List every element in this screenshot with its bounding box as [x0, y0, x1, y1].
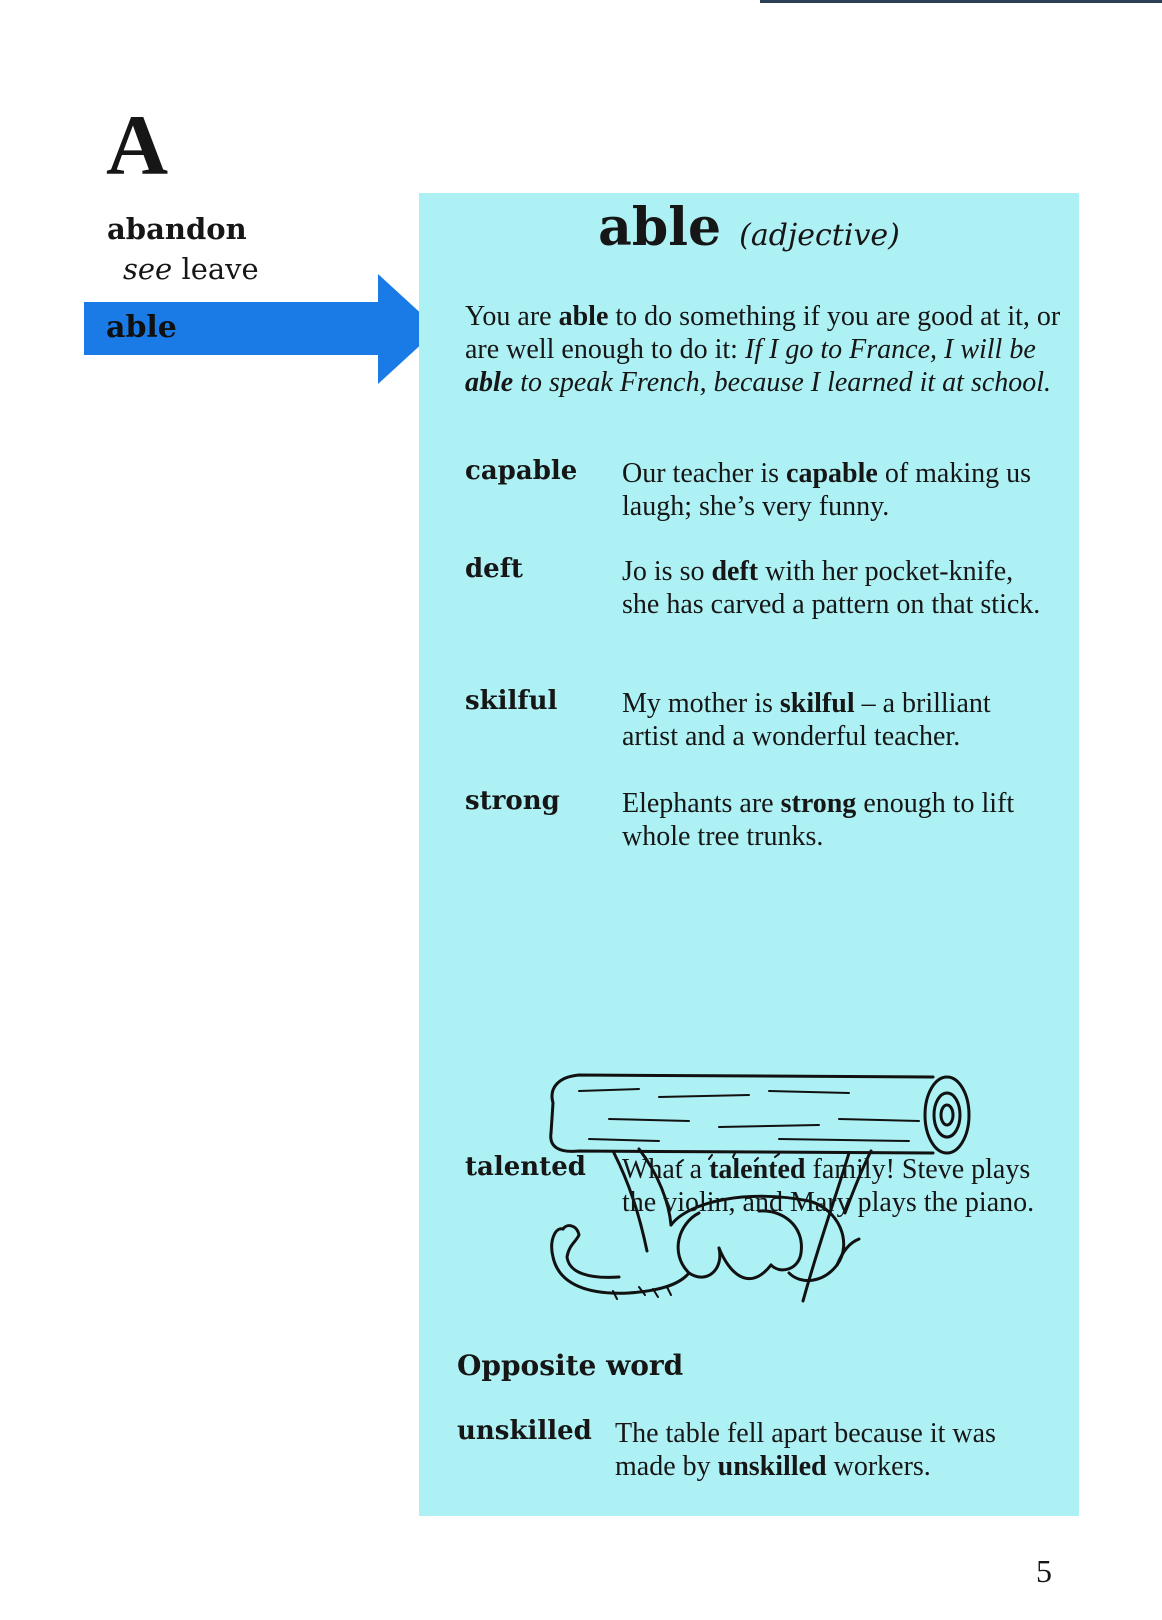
synonym-talented: talented: [465, 1152, 586, 1182]
cross-reference: [123, 252, 259, 287]
synonym-example-talented: What a talented family! Steve plays the violin, and Mary plays the piano.: [622, 1154, 1035, 1218]
synonym-skilful: skilful: [465, 686, 558, 716]
synonym-example-keyword: skilful: [779, 688, 855, 719]
synonym-example-keyword: talented: [709, 1154, 806, 1185]
elephant-lifting-log-illustration: [519, 913, 979, 1333]
definition-text: to do something if you are good at it, or are well enough to do it:: [465, 301, 1061, 365]
page-number: 5: [1036, 1553, 1052, 1589]
synonym-example-deft: Jo is so deft with her pocket-knife, she has carved a pattern on that stick.: [622, 556, 1041, 620]
synonym-example-capable: Our teacher is capable of making us laugh; she’s very funny.: [622, 458, 1032, 522]
definition-keyword: able: [558, 301, 609, 332]
synonym-deft: deft: [465, 554, 523, 584]
entry-definition: [465, 300, 1065, 399]
opposite-word-heading: Opposite word: [457, 1349, 684, 1382]
see-label: see: [123, 252, 173, 286]
entry-panel: [419, 193, 1079, 1516]
opposite-example-keyword: unskilled: [717, 1451, 827, 1482]
definition-example: If I go to France, I will be able to speak French, because I learned it at school.: [465, 334, 1052, 398]
current-entry-tab[interactable]: [84, 302, 384, 355]
part-of-speech: (adjective): [739, 218, 900, 253]
synonym-example-keyword: capable: [786, 458, 878, 489]
synonym-example-strong: Elephants are strong enough to lift whole tree trunks.: [622, 788, 1015, 852]
opposite-example-unskilled: The table fell apart because it was made by unskilled workers.: [615, 1418, 996, 1482]
current-entry-label: able: [106, 310, 177, 345]
section-letter: A: [106, 97, 169, 193]
definition-example-keyword: able: [465, 367, 514, 398]
synonym-example-keyword: deft: [711, 556, 759, 587]
synonym-strong: strong: [465, 786, 560, 816]
synonym-example-keyword: strong: [780, 788, 857, 819]
synonym-example-skilful: My mother is skilful – a brilliant artist and a wonderful teacher.: [622, 688, 991, 752]
index-entry-abandon[interactable]: abandon: [107, 212, 247, 246]
definition-text: You are: [465, 301, 559, 332]
cross-reference-target[interactable]: leave: [181, 252, 259, 286]
synonym-capable: capable: [465, 456, 578, 486]
opposite-unskilled: unskilled: [457, 1416, 592, 1446]
headword-text: able: [598, 197, 722, 258]
top-edge-rule: [760, 0, 1162, 3]
entry-headword: [419, 197, 1079, 259]
